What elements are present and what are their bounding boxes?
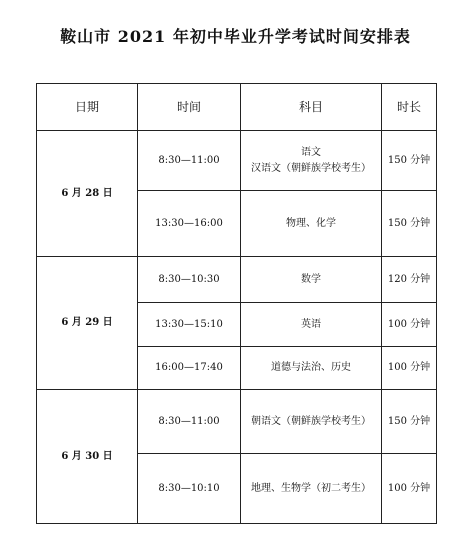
subject-cell <box>241 257 382 303</box>
subject-line: 数学 <box>301 273 321 285</box>
date-cell: 6 月 30 日 <box>37 390 138 524</box>
duration-cell: 100 分钟 <box>382 303 437 347</box>
header-time: 时间 <box>138 84 241 131</box>
subject-line: 汉语文（朝鲜族学校考生） <box>251 162 371 174</box>
subject-cell <box>241 303 382 347</box>
header-subject: 科目 <box>241 84 382 131</box>
duration-cell: 150 分钟 <box>382 191 437 257</box>
subject-cell <box>241 390 382 454</box>
subject-cell <box>241 191 382 257</box>
header-duration: 时长 <box>382 84 437 131</box>
duration-cell: 150 分钟 <box>382 131 437 191</box>
table-row <box>37 390 437 454</box>
duration-cell: 100 分钟 <box>382 347 437 390</box>
table-row <box>37 257 437 303</box>
subject-line: 英语 <box>301 318 321 330</box>
table-row <box>37 131 437 191</box>
subject-cell <box>241 131 382 191</box>
header-date: 日期 <box>37 84 138 131</box>
table-header-row <box>37 84 437 131</box>
time-cell: 8:30—11:00 <box>138 390 241 454</box>
duration-cell: 150 分钟 <box>382 390 437 454</box>
subject-line: 物理、化学 <box>286 217 336 229</box>
exam-schedule-table <box>36 83 437 524</box>
duration-cell: 120 分钟 <box>382 257 437 303</box>
subject-line: 朝语文（朝鲜族学校考生） <box>251 415 371 427</box>
time-cell: 8:30—10:30 <box>138 257 241 303</box>
subject-line: 道德与法治、历史 <box>271 362 351 373</box>
subject-line: 语文 <box>301 146 321 158</box>
page-title: 鞍山市 2021 年初中毕业升学考试时间安排表 <box>60 27 411 46</box>
time-cell: 8:30—10:10 <box>138 454 241 524</box>
duration-cell: 100 分钟 <box>382 454 437 524</box>
date-cell: 6 月 28 日 <box>37 131 138 257</box>
time-cell: 13:30—15:10 <box>138 303 241 347</box>
time-cell: 16:00—17:40 <box>138 347 241 390</box>
subject-line: 地理、生物学（初二考生） <box>251 482 371 494</box>
subject-cell <box>241 347 382 390</box>
subject-cell <box>241 454 382 524</box>
date-cell: 6 月 29 日 <box>37 257 138 390</box>
time-cell: 13:30—16:00 <box>138 191 241 257</box>
time-cell: 8:30—11:00 <box>138 131 241 191</box>
